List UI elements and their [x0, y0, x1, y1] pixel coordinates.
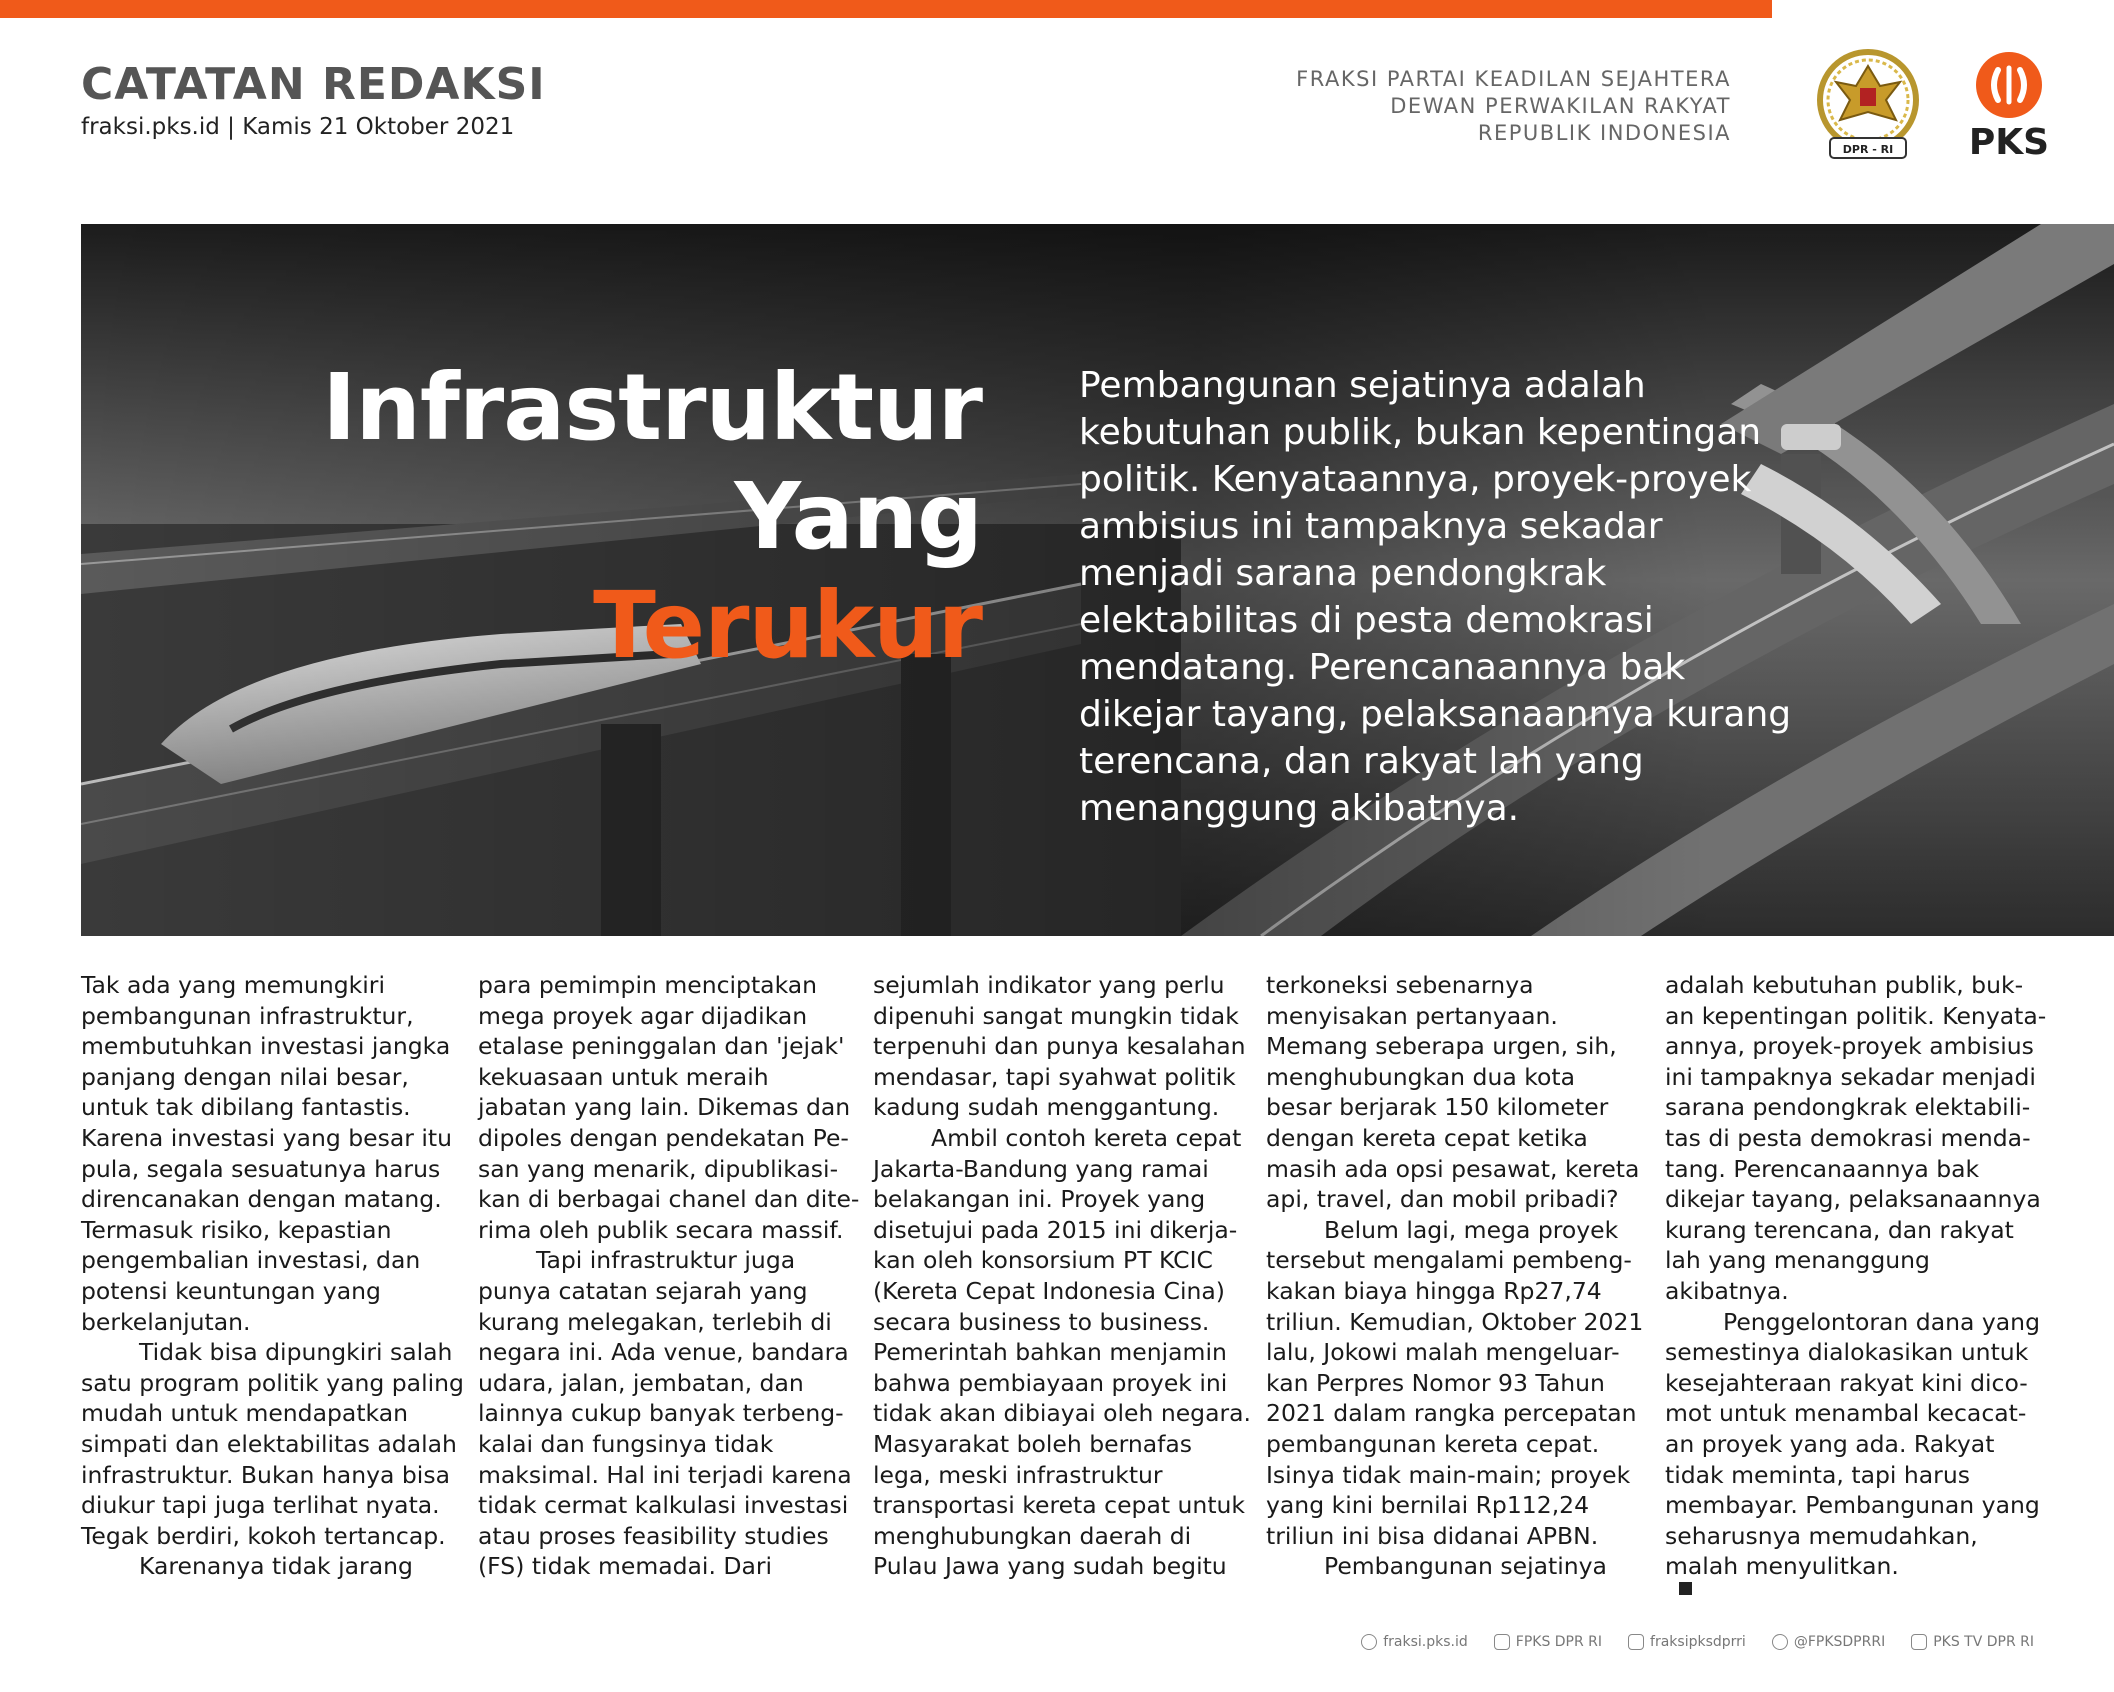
facebook-icon	[1494, 1634, 1510, 1650]
pks-logo	[1964, 52, 2054, 172]
text-line: Memang seberapa urgen, sih,	[1266, 1032, 1617, 1061]
text-line: rima oleh publik secara massif.	[478, 1215, 844, 1244]
text-line: sarana pendongkrak elektabili-	[1665, 1093, 2031, 1122]
text-line: udara, jalan, jembatan, dan	[478, 1368, 804, 1397]
text-line: atau proses feasibility studies	[478, 1521, 829, 1550]
headline	[322, 353, 982, 680]
text-line: sejumlah indikator yang perlu	[873, 971, 1225, 999]
text-line: kan Perpres Nomor 93 Tahun	[1266, 1368, 1605, 1397]
text-line: (FS) tidak memadai. Dari	[478, 1552, 773, 1581]
text-line: kekuasaan untuk meraih	[478, 1062, 769, 1091]
date-line: fraksi.pks.id | Kamis 21 Oktober 2021	[81, 114, 515, 140]
footer-link-facebook[interactable]	[1494, 1634, 1602, 1650]
text-line: kadung sudah menggantung.	[873, 1093, 1220, 1122]
text-line: masih ada opsi pesawat, kereta	[1266, 1154, 1640, 1183]
headline-line-3: Terukur	[593, 572, 982, 679]
text-line: dipenuhi sangat mungkin tidak	[873, 1001, 1239, 1030]
text-line: tidak meminta, tapi harus	[1665, 1460, 1970, 1489]
organization-name	[1296, 66, 1731, 147]
text-line: tas di pesta demokrasi menda-	[1665, 1123, 2031, 1152]
footer-link-label: fraksipksdprri	[1650, 1634, 1746, 1650]
emblem-label: DPR - RI	[1842, 143, 1894, 156]
footer-link-label: fraksi.pks.id	[1383, 1634, 1468, 1650]
text-line: Isinya tidak main-main; proyek	[1266, 1460, 1631, 1489]
text-line: panjang dengan nilai besar,	[81, 1062, 409, 1091]
text-line: Pembangunan sejatinya	[1324, 1552, 1607, 1581]
footer-link-website[interactable]	[1361, 1634, 1468, 1650]
text-line: Tegak berdiri, kokoh tertancap.	[81, 1521, 446, 1550]
text-line: secara business to business.	[873, 1307, 1210, 1336]
article-column-5	[1665, 970, 2047, 1595]
top-accent-bar	[0, 0, 1772, 18]
text-line: semestinya dialokasikan untuk	[1665, 1338, 2029, 1367]
text-line: dikejar tayang, pelaksanaannya	[1665, 1185, 2041, 1214]
text-line: kurang melegakan, terlebih di	[478, 1307, 832, 1336]
text-line: tang. Perencanaannya bak	[1665, 1154, 1980, 1183]
text-line: Termasuk risiko, kepastian	[81, 1215, 392, 1244]
lede-line: mendatang. Perencanaannya bak	[1079, 647, 1686, 688]
footer-link-twitter[interactable]	[1772, 1634, 1885, 1650]
text-line: kurang terencana, dan rakyat	[1665, 1215, 2014, 1244]
pks-logo-text: PKS	[1968, 122, 2050, 163]
text-line: lainnya cukup banyak terbeng-	[478, 1399, 844, 1428]
text-line: tidak akan dibiayai oleh negara.	[873, 1399, 1252, 1428]
section-title: CATATAN REDAKSI	[81, 59, 546, 110]
text-line: (Kereta Cepat Indonesia Cina)	[873, 1276, 1225, 1305]
text-line: transportasi kereta cepat untuk	[873, 1491, 1246, 1520]
text-line: mega proyek agar dijadikan	[478, 1001, 808, 1030]
article-column-4	[1266, 970, 1644, 1582]
text-line: belakangan ini. Proyek yang	[873, 1185, 1206, 1214]
lede-line: dikejar tayang, pelaksanaannya kurang	[1079, 694, 1792, 735]
pks-logo-mark	[1976, 52, 2042, 118]
org-line: DEWAN PERWAKILAN RAKYAT	[1390, 94, 1731, 118]
text-line: pengembalian investasi, dan	[81, 1246, 421, 1275]
text-line: pula, segala sesuatunya harus	[81, 1154, 441, 1183]
lede-line: kebutuhan publik, bukan kepentingan	[1079, 412, 1762, 453]
instagram-icon	[1628, 1634, 1644, 1650]
text-line: Pemerintah bahkan menjamin	[873, 1338, 1227, 1367]
text-line: Masyarakat boleh bernafas	[873, 1429, 1193, 1458]
text-line: punya catatan sejarah yang	[478, 1276, 808, 1305]
text-line: dengan kereta cepat ketika	[1266, 1123, 1588, 1152]
text-line: Pulau Jawa yang sudah begitu	[873, 1552, 1227, 1581]
footer-link-label: PKS TV DPR RI	[1933, 1634, 2034, 1650]
text-line: kan di berbagai chanel dan dite-	[478, 1185, 860, 1214]
footer-link-label: @FPKSDPRRI	[1793, 1634, 1886, 1650]
text-line: malah menyulitkan.	[1665, 1552, 1899, 1581]
youtube-icon	[1911, 1634, 1927, 1650]
text-line: dipoles dengan pendekatan Pe-	[478, 1123, 849, 1152]
text-line: mot untuk menambal kecacat-	[1665, 1399, 2027, 1428]
text-line: triliun. Kemudian, Oktober 2021	[1266, 1307, 1644, 1336]
lede-line: terencana, dan rakyat lah yang	[1079, 741, 1644, 782]
text-line: para pemimpin menciptakan	[478, 971, 818, 999]
headline-line-1: Infrastruktur	[322, 354, 982, 461]
text-line: membayar. Pembangunan yang	[1665, 1491, 2040, 1520]
globe-icon	[1361, 1634, 1377, 1650]
text-line: menghubungkan daerah di	[873, 1521, 1192, 1550]
text-line: an kepentingan politik. Kenyata-	[1665, 1001, 2047, 1030]
text-line: Karena investasi yang besar itu	[81, 1123, 453, 1152]
text-line: triliun ini bisa didanai APBN.	[1266, 1521, 1599, 1550]
text-line: api, travel, dan mobil pribadi?	[1266, 1185, 1619, 1214]
text-line: bahwa pembiayaan proyek ini	[873, 1368, 1228, 1397]
text-line: terpenuhi dan punya kesalahan	[873, 1032, 1246, 1061]
text-line: terkoneksi sebenarnya	[1266, 971, 1534, 999]
text-line: simpati dan elektabilitas adalah	[81, 1429, 457, 1458]
footer-link-label: FPKS DPR RI	[1515, 1634, 1603, 1650]
text-line: lah yang menanggung	[1665, 1246, 1930, 1275]
text-line: mendasar, tapi syahwat politik	[873, 1062, 1236, 1091]
text-line: berkelanjutan.	[81, 1307, 251, 1336]
footer-link-instagram[interactable]	[1628, 1634, 1746, 1650]
text-line: Tak ada yang memungkiri	[81, 971, 385, 999]
footer-link-youtube[interactable]	[1911, 1634, 2034, 1650]
text-line: pembangunan kereta cepat.	[1266, 1429, 1600, 1458]
text-line: pembangunan infrastruktur,	[81, 1001, 414, 1030]
text-line: membutuhkan investasi jangka	[81, 1032, 451, 1061]
text-line: kakan biaya hingga Rp27,74	[1266, 1276, 1602, 1305]
footer-social-links	[1361, 1634, 2034, 1650]
text-line: direncanakan dengan matang.	[81, 1185, 442, 1214]
text-line: kalai dan fungsinya tidak	[478, 1429, 774, 1458]
text-line: menghubungkan dua kota	[1266, 1062, 1575, 1091]
dpr-emblem-logo	[1808, 42, 1928, 170]
text-line: Tidak bisa dipungkiri salah	[139, 1338, 453, 1367]
text-line: satu program politik yang paling	[81, 1368, 464, 1397]
text-line: maksimal. Hal ini terjadi karena	[478, 1460, 852, 1489]
text-line: infrastruktur. Bukan hanya bisa	[81, 1460, 450, 1489]
lede-line: Pembangunan sejatinya adalah	[1079, 365, 1646, 406]
text-line: akibatnya.	[1665, 1276, 1789, 1305]
text-line-final	[1665, 1551, 2035, 1595]
text-line: adalah kebutuhan publik, buk-	[1665, 971, 2024, 999]
lede-line: elektabilitas di pesta demokrasi	[1079, 600, 1654, 641]
org-line: REPUBLIK INDONESIA	[1477, 121, 1731, 145]
text-line: kesejahteraan rakyat kini dico-	[1665, 1368, 2028, 1397]
text-line: seharusnya memudahkan,	[1665, 1521, 1978, 1550]
text-line: lega, meski infrastruktur	[873, 1460, 1163, 1489]
text-line: annya, proyek-proyek ambisius	[1665, 1032, 2034, 1061]
lede-line: menanggung akibatnya.	[1079, 788, 1520, 829]
text-line: diukur tapi juga terlihat nyata.	[81, 1491, 440, 1520]
text-line: yang kini bernilai Rp112,24	[1266, 1491, 1590, 1520]
text-line: 2021 dalam rangka percepatan	[1266, 1399, 1637, 1428]
text-line: etalase peninggalan dan 'jejak'	[478, 1032, 845, 1061]
text-line: lalu, Jokowi malah mengeluar-	[1266, 1338, 1620, 1367]
text-line: menyisakan pertanyaan.	[1266, 1001, 1558, 1030]
lede-line: politik. Kenyataannya, proyek-proyek	[1079, 459, 1752, 500]
article-column-2	[478, 970, 860, 1582]
end-mark-icon	[1679, 1582, 1692, 1595]
text-line: negara ini. Ada venue, bandara	[478, 1338, 849, 1367]
lede-line: menjadi sarana pendongkrak	[1079, 553, 1607, 594]
article-column-1	[81, 970, 464, 1582]
lede-line: ambisius ini tampaknya sekadar	[1079, 506, 1663, 547]
text-line: ini tampaknya sekadar menjadi	[1665, 1062, 2036, 1091]
text-line: kan oleh konsorsium PT KCIC	[873, 1246, 1213, 1275]
text-line: Ambil contoh kereta cepat	[931, 1123, 1242, 1152]
header-left	[81, 60, 546, 140]
text-line: Jakarta-Bandung yang ramai	[873, 1154, 1209, 1183]
org-line: FRAKSI PARTAI KEADILAN SEJAHTERA	[1296, 67, 1731, 91]
lede-paragraph	[1079, 362, 1839, 832]
text-line: disetujui pada 2015 ini dikerja-	[873, 1215, 1238, 1244]
text-line: Belum lagi, mega proyek	[1324, 1215, 1619, 1244]
text-line: untuk tak dibilang fantastis.	[81, 1093, 411, 1122]
text-line: Karenanya tidak jarang	[139, 1552, 413, 1581]
text-line: jabatan yang lain. Dikemas dan	[478, 1093, 851, 1122]
text-line: potensi keuntungan yang	[81, 1276, 381, 1305]
text-line: san yang menarik, dipublikasi-	[478, 1154, 839, 1183]
text-line: an proyek yang ada. Rakyat	[1665, 1429, 1995, 1458]
text-line: besar berjarak 150 kilometer	[1266, 1093, 1609, 1122]
headline-line-2: Yang	[734, 463, 982, 570]
text-line: mudah untuk mendapatkan	[81, 1399, 409, 1428]
text-line: Penggelontoran dana yang	[1723, 1307, 2040, 1336]
article-column-3	[873, 970, 1252, 1582]
text-line: Tapi infrastruktur juga	[536, 1246, 796, 1275]
text-line: tersebut mengalami pembeng-	[1266, 1246, 1632, 1275]
twitter-icon	[1772, 1634, 1788, 1650]
text-line: tidak cermat kalkulasi investasi	[478, 1491, 849, 1520]
